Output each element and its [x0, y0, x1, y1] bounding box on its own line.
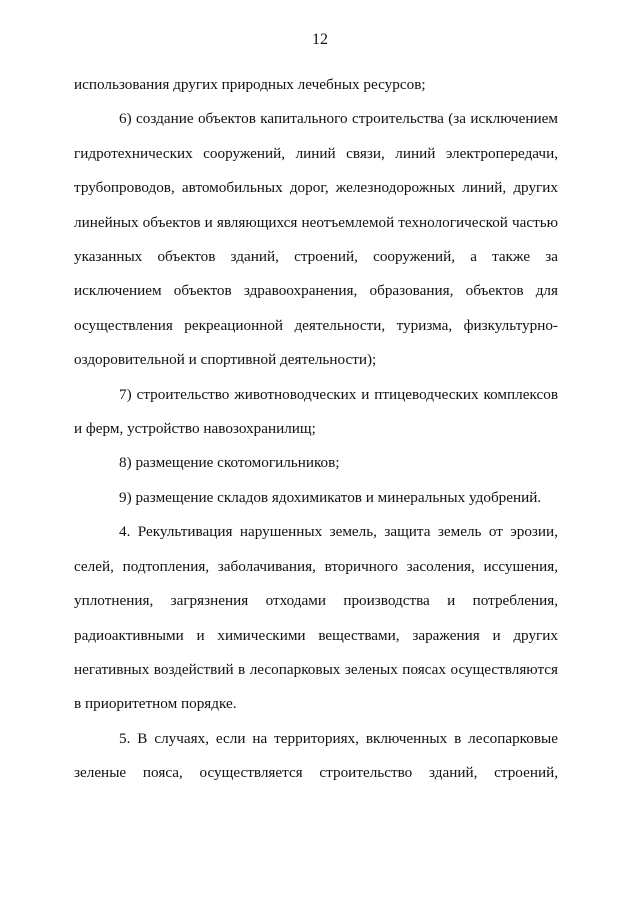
paragraph-item-8: 8) размещение скотомогильников;	[119, 454, 340, 472]
paragraph-section-4: 4. Рекультивация нарушенных земель, защита земель от эрозии, селей, подтопления, заболачивания, вторичного засоления, иссушения, уплотнения, загрязнения отходами производства и потребления, радиоактивными и химическими веществами, заражения и других негативных воздействий в лесопарковых зеленых поясах осуществляются в приоритетном порядке.	[74, 523, 558, 713]
paragraph-section-5: 5. В случаях, если на территориях, включенных в лесопарковые зеленые пояса, осуществляется строительство зданий, строений,	[74, 729, 558, 782]
document-body	[74, 68, 558, 791]
paragraph-item-9: 9) размещение складов ядохимикатов и минеральных удобрений.	[119, 488, 542, 506]
page-number: 12	[312, 31, 328, 48]
paragraph-item-6: 6) создание объектов капитального строительства (за исключением гидротехнических сооружений, линий связи, линий электропередачи, трубопроводов, автомобильных дорог, железнодорожных линий, других линейных объектов и являющихся неотъемлемой технологической частью указанных объектов зданий, строений, сооружений, а также за исключением объектов здравоохранения, образования, объектов для осуществления рекреационной деятельности, туризма, физкультурно-оздоровительной и спортивной деятельности);	[74, 110, 558, 369]
paragraph-item-7: 7) строительство животноводческих и птицеводческих комплексов и ферм, устройство навозохранилищ;	[74, 385, 558, 438]
paragraph-continuation: использования других природных лечебных ресурсов;	[74, 76, 426, 93]
